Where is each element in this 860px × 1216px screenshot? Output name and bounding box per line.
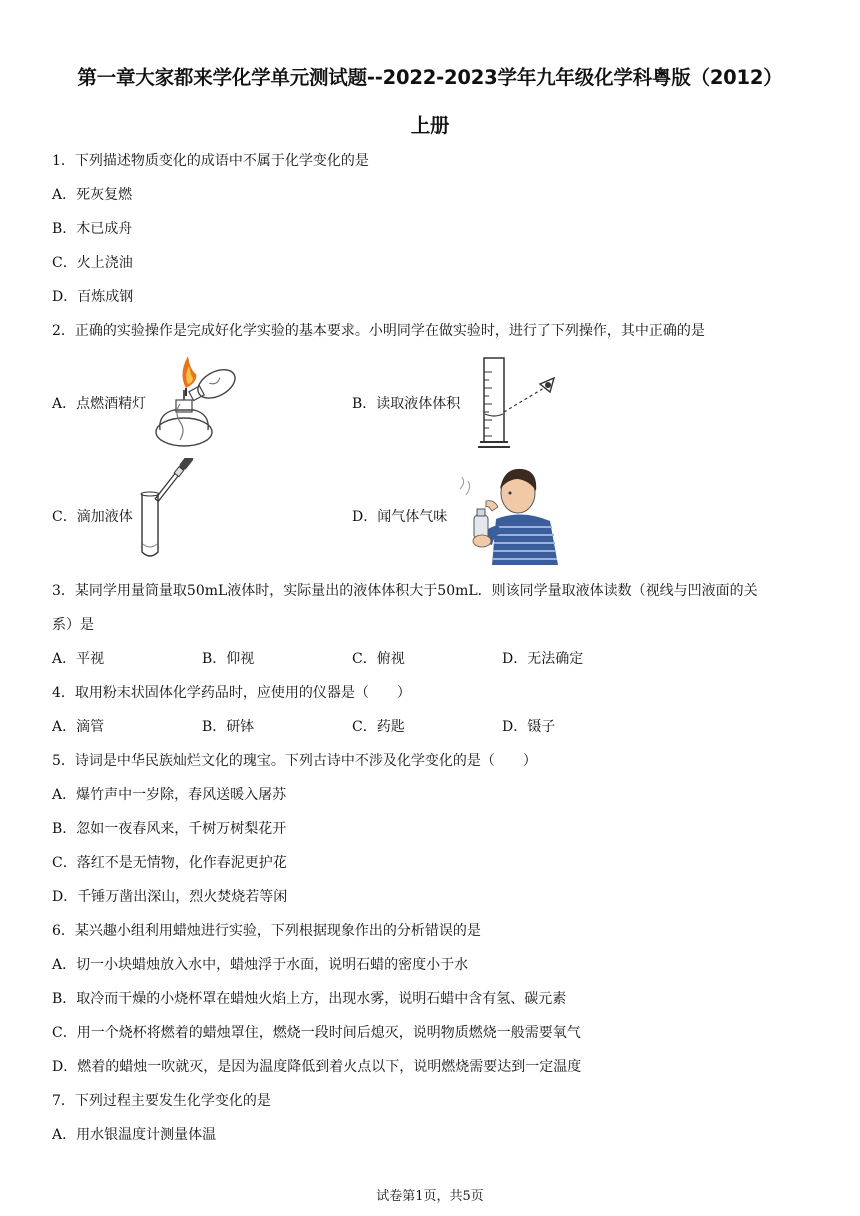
question-2-stem: 2．正确的实验操作是完成好化学实验的基本要求。小明同学在做实验时，进行了下列操作，其中正确的是 [52,323,705,339]
question-3-stem-line1: 3．某同学用量筒量取50mL液体时，实际量出的液体体积大于50mL．则该同学量取液体读数（视线与凹液面的关 [52,583,758,599]
q4-option-c: C．药匙 [352,719,405,735]
question-4-stem: 4．取用粉末状固体化学药品时，应使用的仪器是（ ） [52,685,411,701]
q4-option-d: D．镊子 [502,719,556,735]
q3-option-a: A．平视 [52,651,105,667]
q3-option-b: B．仰视 [202,651,255,667]
q3-option-d: D．无法确定 [502,651,584,667]
question-3-stem-line2: 系）是 [52,617,94,633]
smell-gas-figure [452,455,564,567]
q2-option-c: C．滴加液体 [52,509,133,525]
q4-option-a: A．滴管 [52,719,105,735]
question-1-stem: 1．下列描述物质变化的成语中不属于化学变化的是 [52,153,369,169]
q5-option-c: C．落红不是无情物，化作春泥更护花 [52,855,287,871]
alcohol-lamp-figure [150,352,242,450]
q6-option-a: A．切一小块蜡烛放入水中，蜡烛浮于水面，说明石蜡的密度小于水 [52,957,469,973]
q2-option-b: B．读取液体体积 [352,396,461,412]
q5-option-a: A．爆竹声中一岁除，春风送暖入屠苏 [52,787,287,803]
question-6-stem: 6．某兴趣小组利用蜡烛进行实验，下列根据现象作出的分析错误的是 [52,923,481,939]
q5-option-b: B．忽如一夜春风来，千树万树梨花开 [52,821,287,837]
question-7-stem: 7．下列过程主要发生化学变化的是 [52,1093,271,1109]
q6-option-d: D．燃着的蜡烛一吹就灭，是因为温度降低到着火点以下，说明燃烧需要达到一定温度 [52,1059,582,1075]
q2-option-d: D．闻气体气味 [352,509,448,525]
q6-option-c: C．用一个烧杯将燃着的蜡烛罩住，燃烧一段时间后熄灭，说明物质燃烧一般需要氧气 [52,1025,581,1041]
page-number-footer: 试卷第1页，共5页 [376,1189,484,1204]
q1-option-a: A．死灰复燃 [52,187,133,203]
q3-option-c: C．俯视 [352,651,405,667]
question-5-stem: 5．诗词是中华民族灿烂文化的瑰宝。下列古诗中不涉及化学变化的是（ ） [52,753,537,769]
q1-option-c: C．火上浇油 [52,255,133,271]
graduated-cylinder-figure [474,352,564,450]
q7-option-a: A．用水银温度计测量体温 [52,1127,217,1143]
q4-option-b: B．研钵 [202,719,255,735]
q5-option-d: D．千锤万凿出深山，烈火焚烧若等闲 [52,889,288,905]
exam-title-line2: 上册 [410,114,450,137]
q1-option-d: D．百炼成钢 [52,289,134,305]
q6-option-b: B．取冷而干燥的小烧杯罩在蜡烛火焰上方，出现水雾，说明石蜡中含有氢、碳元素 [52,991,567,1007]
q1-option-b: B．木已成舟 [52,221,133,237]
q2-option-a: A．点燃酒精灯 [52,396,147,412]
dropper-test-tube-figure [134,458,200,562]
exam-title-line1: 第一章大家都来学化学单元测试题--2022-2023学年九年级化学科粤版（2012） [77,66,783,89]
